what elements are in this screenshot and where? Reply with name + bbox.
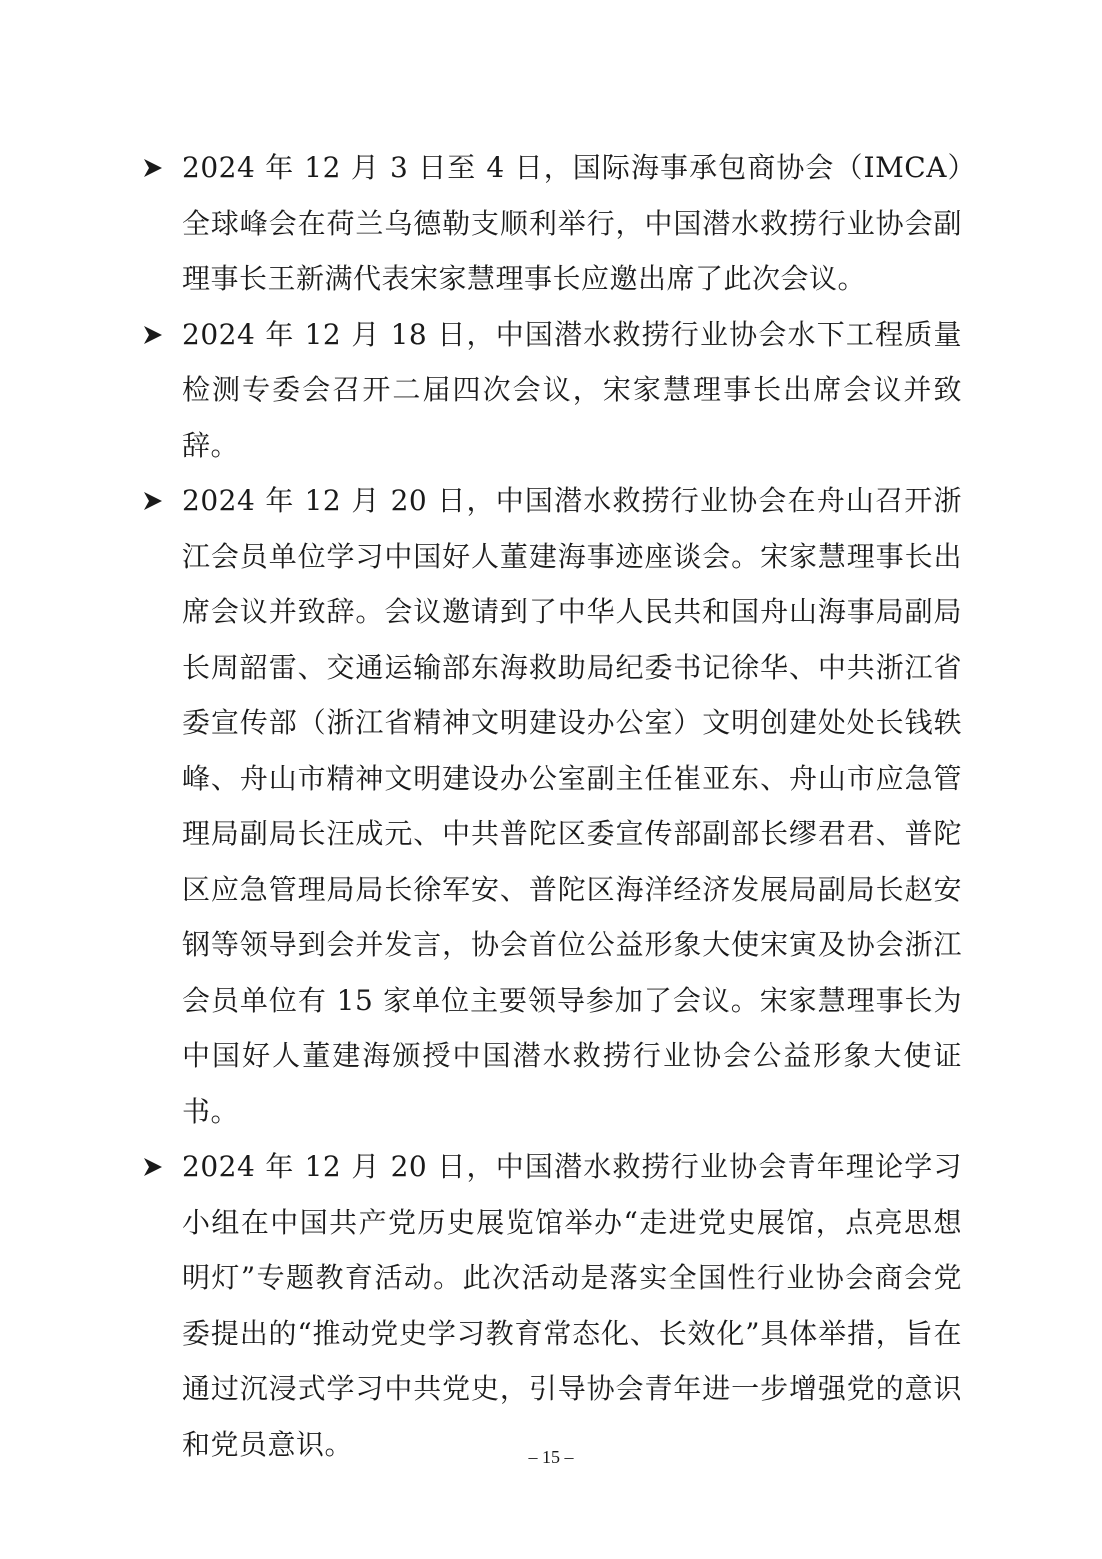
- arrow-bullet-icon: [142, 157, 164, 179]
- page-number: – 15 –: [528, 1447, 574, 1467]
- arrow-bullet-icon: [142, 490, 164, 512]
- arrow-bullet-icon: [142, 324, 164, 346]
- bullet-item: [142, 1139, 962, 1472]
- bullet-text: 2024 年 12 月 18 日，中国潜水救捞行业协会水下工程质量检测专委会召开二届四次会议，宋家慧理事长出席会议并致辞。: [182, 317, 962, 462]
- bullet-item: [142, 140, 962, 307]
- bullet-item: [142, 307, 962, 474]
- bullet-text: 2024 年 12 月 20 日，中国潜水救捞行业协会在舟山召开浙江会员单位学习中国好人董建海事迹座谈会。宋家慧理事长出席会议并致辞。会议邀请到了中华人民共和国舟山海事局副局长周韶雷、交通运输部东海救助局纪委书记徐华、中共浙江省委宣传部（浙江省精神文明建设办公室）文明创建处处长钱轶峰、舟山市精神文明建设办公室副主任崔亚东、舟山市应急管理局副局长汪成元、中共普陀区委宣传部副部长缪君君、普陀区应急管理局局长徐军安、普陀区海洋经济发展局副局长赵安钢等领导到会并发言，协会首位公益形象大使宋寅及协会浙江会员单位有 15 家单位主要领导参加了会议。宋家慧理事长为中国好人董建海颁授中国潜水救捞行业协会公益形象大使证书。: [182, 484, 962, 1128]
- page-body: [142, 140, 962, 1472]
- arrow-bullet-icon: [142, 1156, 164, 1178]
- bullet-text: 2024 年 12 月 20 日，中国潜水救捞行业协会青年理论学习小组在中国共产党历史展览馆举办“走进党史展馆，点亮思想明灯”专题教育活动。此次活动是落实全国性行业协会商会党委提出的“推动党史学习教育常态化、长效化”具体举措，旨在通过沉浸式学习中共党史，引导协会青年进一步增强党的意识和党员意识。: [182, 1150, 962, 1461]
- bullet-item: [142, 473, 962, 1139]
- bullet-text: 2024 年 12 月 3 日至 4 日，国际海事承包商协会（IMCA）全球峰会在荷兰乌德勒支顺利举行，中国潜水救捞行业协会副理事长王新满代表宋家慧理事长应邀出席了此次会议。: [182, 151, 962, 295]
